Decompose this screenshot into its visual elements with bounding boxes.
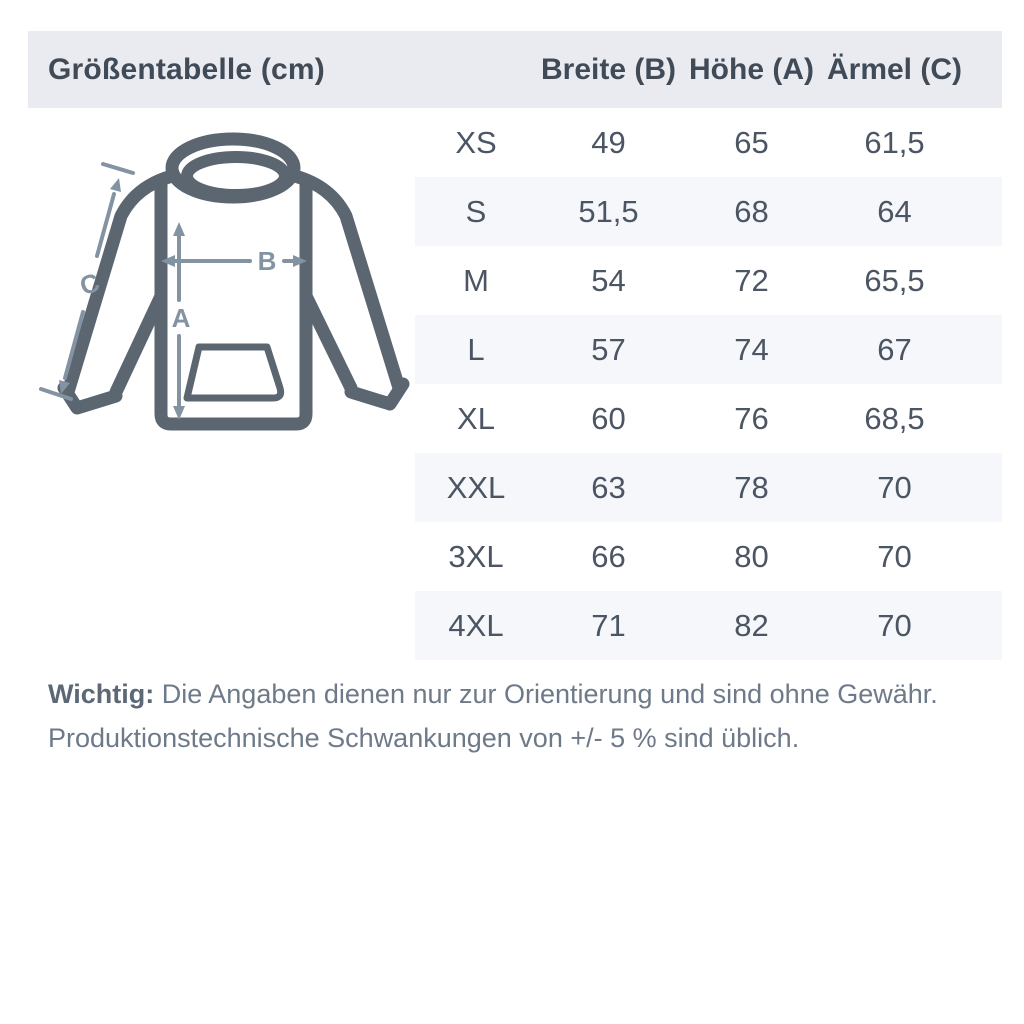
hood-inner-ring xyxy=(187,157,285,195)
value-cell: 70 xyxy=(877,538,912,574)
table-row-xs xyxy=(415,108,1002,177)
value-cell: 61,5 xyxy=(864,124,925,160)
value-cell: 68 xyxy=(734,193,769,229)
table-row-s xyxy=(415,177,1002,246)
column-headers xyxy=(415,31,1002,108)
value-cell: 67 xyxy=(877,331,912,367)
label-width-b: B xyxy=(257,246,277,276)
value-cell: 70 xyxy=(877,469,912,505)
value-cell: 78 xyxy=(734,469,769,505)
value-cell: 71 xyxy=(591,607,626,643)
hoodie-measurement-diagram xyxy=(30,118,420,463)
column-header-hoehe: Höhe (A) xyxy=(689,52,814,86)
value-cell: 82 xyxy=(734,607,769,643)
table-row-xxl xyxy=(415,453,1002,522)
chart-title: Größentabelle (cm) xyxy=(48,52,325,86)
value-cell: 70 xyxy=(877,607,912,643)
value-cell: 74 xyxy=(734,331,769,367)
size-cell: M xyxy=(463,262,489,298)
pocket-outline xyxy=(187,347,281,398)
table-row-l xyxy=(415,315,1002,384)
column-header-breite: Breite (B) xyxy=(540,52,676,86)
value-cell: 76 xyxy=(734,400,769,436)
size-table xyxy=(415,108,1002,660)
value-cell: 51,5 xyxy=(578,193,639,229)
size-cell: XXL xyxy=(446,469,506,505)
size-cell: XL xyxy=(457,400,495,436)
disclaimer-label: Wichtig: xyxy=(48,679,155,709)
value-cell: 80 xyxy=(734,538,769,574)
size-cell: L xyxy=(467,331,485,367)
size-cell: 4XL xyxy=(448,607,504,643)
table-row-4xl xyxy=(415,591,1002,660)
value-cell: 49 xyxy=(591,124,626,160)
value-cell: 65 xyxy=(734,124,769,160)
disclaimer-line2: Produktionstechnische Schwankungen von +/- 5 % sind üblich. xyxy=(48,723,800,753)
table-row-3xl xyxy=(415,522,1002,591)
value-cell: 65,5 xyxy=(864,262,925,298)
value-cell: 63 xyxy=(591,469,626,505)
column-header-aermel: Ärmel (C) xyxy=(826,52,962,86)
disclaimer-note xyxy=(48,672,983,760)
size-cell: 3XL xyxy=(448,538,504,574)
label-height-a: A xyxy=(171,303,191,333)
value-cell: 60 xyxy=(591,400,626,436)
disclaimer-line1: Die Angaben dienen nur zur Orientierung und sind ohne Gewähr. xyxy=(161,679,938,709)
table-row-xl xyxy=(415,384,1002,453)
value-cell: 66 xyxy=(591,538,626,574)
value-cell: 57 xyxy=(591,331,626,367)
value-cell: 54 xyxy=(591,262,626,298)
size-chart-header xyxy=(28,31,1002,108)
label-sleeve-c: C xyxy=(76,266,104,302)
table-row-m xyxy=(415,246,1002,315)
value-cell: 72 xyxy=(734,262,769,298)
value-cell: 64 xyxy=(877,193,912,229)
value-cell: 68,5 xyxy=(864,400,925,436)
size-cell: XS xyxy=(455,124,497,160)
size-cell: S xyxy=(465,193,487,229)
